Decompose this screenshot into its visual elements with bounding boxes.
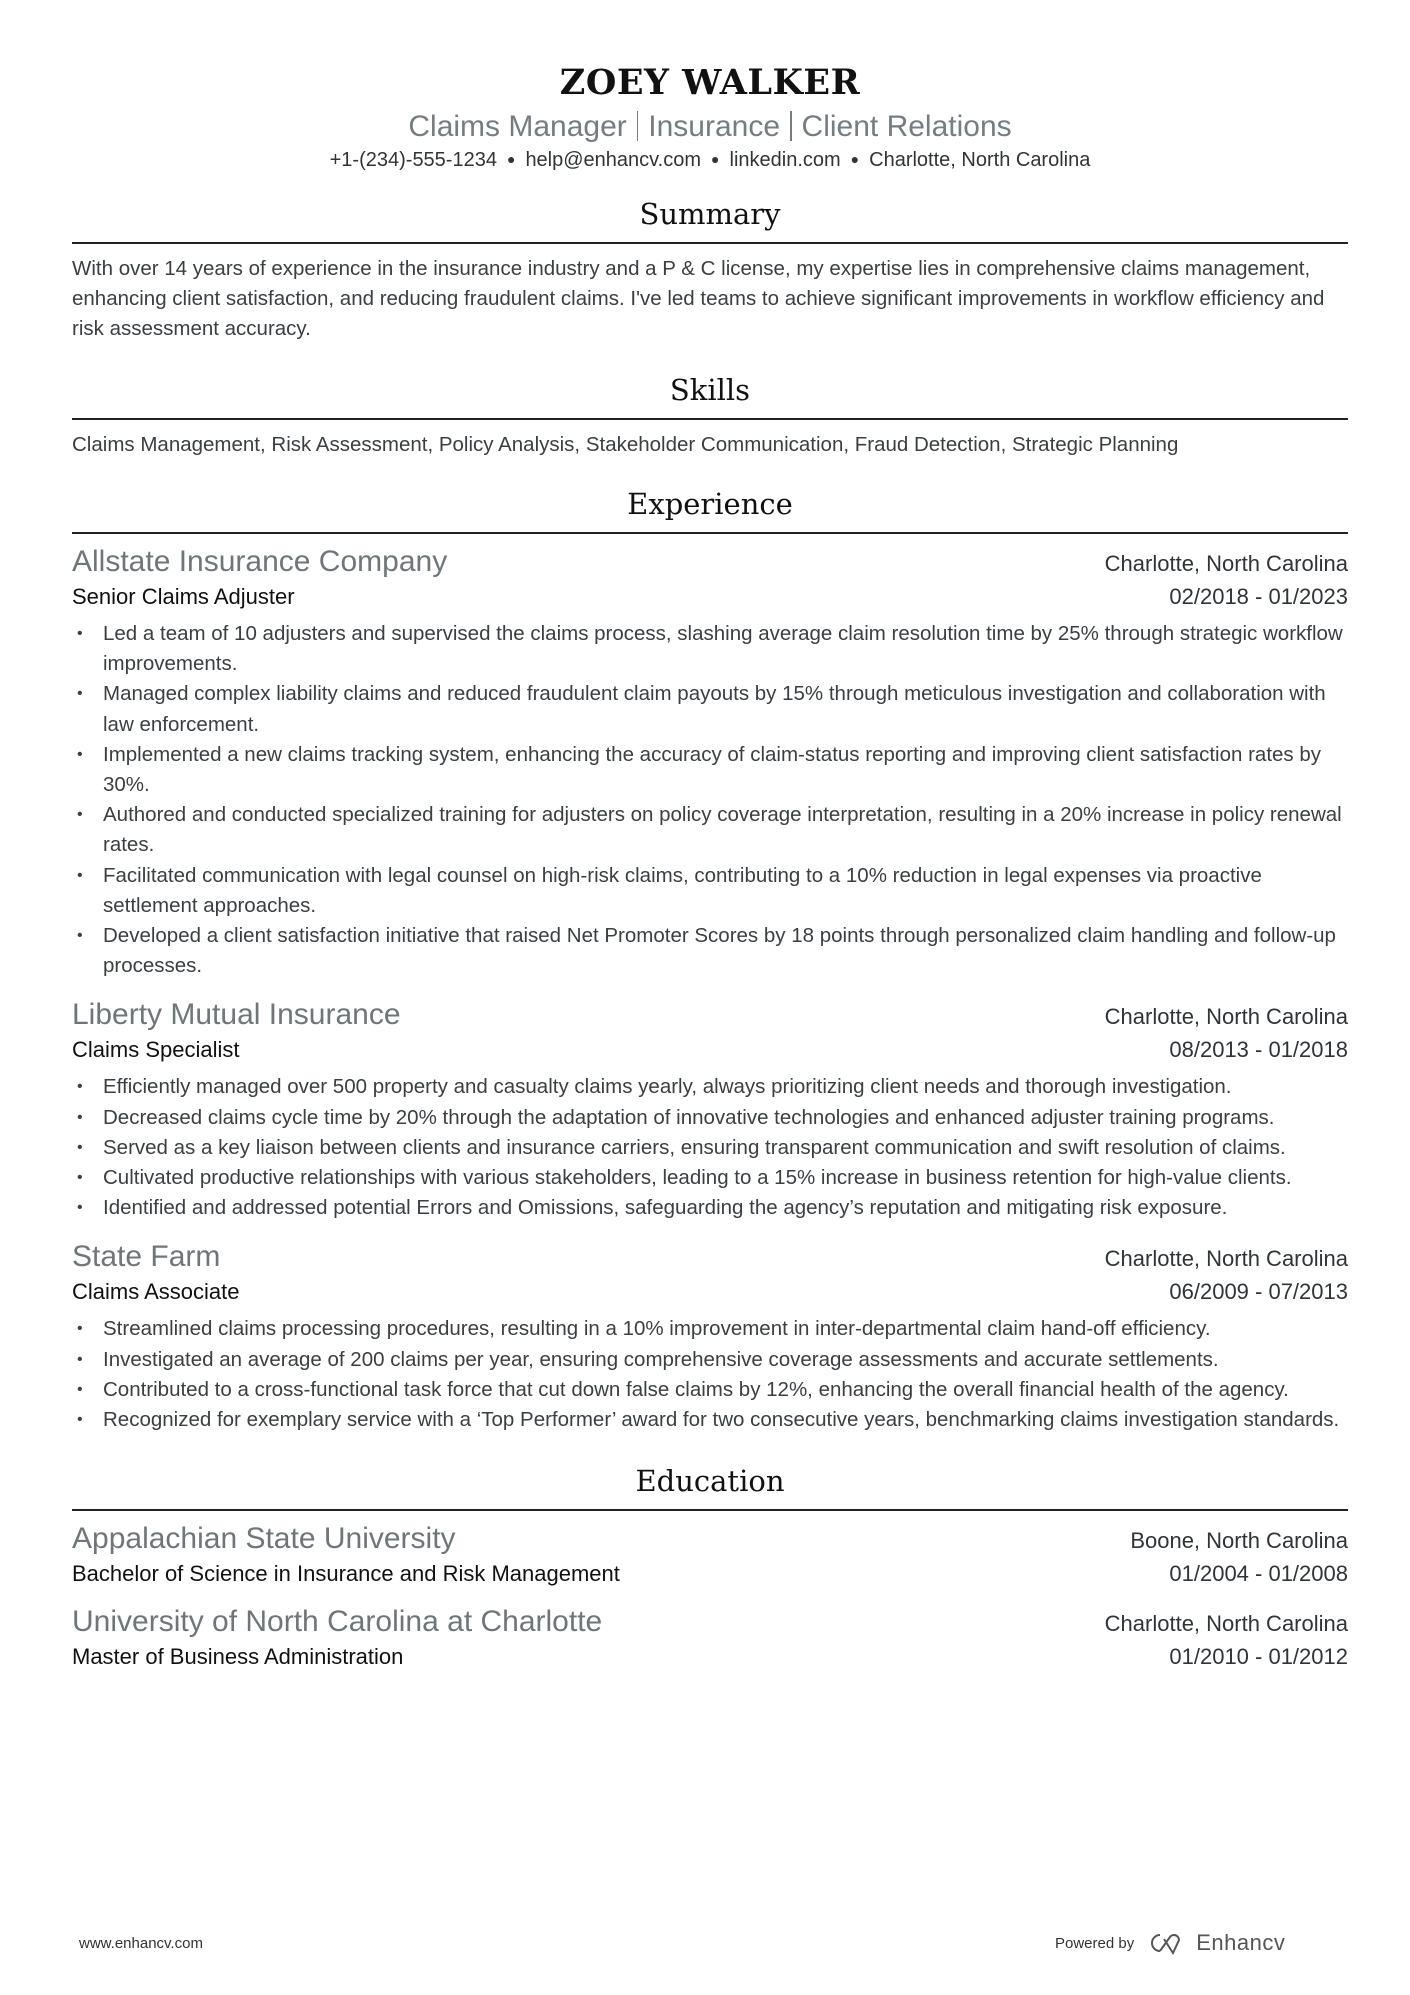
- bullet-item: • Led a team of 10 adjusters and supervised the claims process, slashing average claim resolution time by 25% through strategic workflow improvements.: [72, 619, 1348, 679]
- resume-page: [72, 61, 1348, 1672]
- job-location: Charlotte, North Carolina: [1104, 551, 1348, 576]
- school-location: Charlotte, North Carolina: [1104, 1611, 1348, 1637]
- separator-dot: ●: [850, 151, 860, 167]
- job-role: Senior Claims Adjuster: [72, 584, 295, 609]
- experience-entry: [72, 1239, 1348, 1435]
- job-location: Charlotte, North Carolina: [1104, 1246, 1348, 1272]
- footer-branding: [1055, 1930, 1285, 1956]
- school-name: Appalachian State University: [72, 1522, 456, 1556]
- job-dates: 08/2013 - 01/2018: [1169, 1037, 1348, 1063]
- job-bullets: [72, 1072, 1348, 1223]
- separator-dot: ●: [711, 151, 720, 167]
- skills-text: Claims Management, Risk Assessment, Policy Analysis, Stakeholder Communication, Fraud Detection, Strategic Planning: [72, 433, 1179, 456]
- job-bullets: [72, 619, 1348, 981]
- education-list: [72, 1521, 1348, 1672]
- job-role: Claims Specialist: [72, 1037, 240, 1063]
- school-name: University of North Carolina at Charlotte: [72, 1605, 603, 1639]
- job-bullets: [72, 1314, 1348, 1435]
- education-dates: 01/2004 - 01/2008: [1169, 1561, 1348, 1587]
- title-divider: [790, 111, 792, 141]
- bullet-item: • Contributed to a cross-functional task force that cut down false claims by 12%, enhancing the overall financial health of the agency.: [72, 1375, 1348, 1405]
- title-part: Client Relations: [801, 110, 1012, 143]
- section-divider: [72, 418, 1348, 420]
- title-divider: [637, 111, 639, 141]
- bullet-item: • Served as a key liaison between clients and insurance carriers, ensuring transparent communication and swift resolution of claims.: [72, 1133, 1348, 1163]
- enhancv-logo-icon: [1146, 1931, 1184, 1955]
- bullet-item: • Authored and conducted specialized training for adjusters on policy coverage interpretation, resulting in a 20% increase in policy renewal rates.: [72, 800, 1348, 860]
- phone: +1-(234)-555-1234: [329, 149, 497, 171]
- experience-heading: Experience: [627, 487, 793, 521]
- bullet-item: • Implemented a new claims tracking system, enhancing the accuracy of claim-status reporting and improving client satisfaction rates by 30%.: [72, 740, 1348, 800]
- section-divider: [72, 532, 1348, 534]
- bullet-item: • Facilitated communication with legal counsel on high-risk claims, contributing to a 10% reduction in legal expenses via proactive settlement approaches.: [72, 861, 1348, 921]
- bullet-item: • Managed complex liability claims and reduced fraudulent claim payouts by 15% through meticulous investigation and collaboration with law enforcement.: [72, 679, 1348, 739]
- job-location: Charlotte, North Carolina: [1104, 1004, 1348, 1030]
- bullet-item: • Investigated an average of 200 claims per year, ensuring comprehensive coverage assessments and accurate settlements.: [72, 1345, 1348, 1375]
- job-role: Claims Associate: [72, 1279, 240, 1305]
- candidate-title: [72, 109, 1348, 145]
- experience-list: [72, 544, 1348, 1435]
- job-dates: 02/2018 - 01/2023: [1169, 584, 1348, 609]
- section-divider: [72, 242, 1348, 244]
- school-location: Boone, North Carolina: [1130, 1528, 1348, 1554]
- footer-website[interactable]: www.enhancv.com: [79, 1935, 203, 1952]
- linkedin-link[interactable]: linkedin.com: [729, 149, 841, 171]
- degree: Master of Business Administration: [72, 1644, 404, 1670]
- location: Charlotte, North Carolina: [869, 149, 1091, 171]
- education-dates: 01/2010 - 01/2012: [1169, 1644, 1348, 1670]
- summary-text: With over 14 years of experience in the insurance industry and a P & C license, my expertise lies in comprehensive claims management, enhancing client satisfaction, and reducing fraudulent claims. I've led teams to achieve significant improvements in workflow efficiency and risk assessment accuracy.: [72, 257, 1325, 340]
- education-entry: [72, 1604, 1348, 1672]
- separator-dot: ●: [506, 151, 516, 167]
- title-part: Insurance: [648, 110, 781, 143]
- education-heading: Education: [635, 1464, 785, 1499]
- job-dates: 06/2009 - 07/2013: [1169, 1279, 1348, 1305]
- company-name: Allstate Insurance Company: [72, 545, 448, 578]
- bullet-item: • Identified and addressed potential Errors and Omissions, safeguarding the agency’s reputation and mitigating risk exposure.: [72, 1193, 1348, 1223]
- bullet-item: • Streamlined claims processing procedures, resulting in a 10% improvement in inter-departmental claim hand-off efficiency.: [72, 1314, 1348, 1344]
- company-name: Liberty Mutual Insurance: [72, 998, 401, 1032]
- summary-heading: Summary: [639, 197, 781, 231]
- skills-heading: Skills: [669, 373, 751, 407]
- candidate-name: ZOEY WALKER: [559, 62, 861, 103]
- contact-info: [72, 146, 1348, 173]
- bullet-item: • Efficiently managed over 500 property and casualty claims yearly, always prioritizing client needs and thorough investigation.: [72, 1072, 1348, 1102]
- email-link[interactable]: help@enhancv.com: [525, 149, 702, 171]
- bullet-item: • Cultivated productive relationships with various stakeholders, leading to a 15% increase in business retention for high-value clients.: [72, 1163, 1348, 1193]
- bullet-item: • Developed a client satisfaction initiative that raised Net Promoter Scores by 18 points through personalized claim handling and follow-up processes.: [72, 921, 1348, 981]
- education-entry: [72, 1521, 1348, 1589]
- company-name: State Farm: [72, 1240, 221, 1274]
- experience-entry: [72, 544, 1348, 981]
- enhancv-brand: Enhancv: [1196, 1930, 1286, 1955]
- section-divider: [72, 1509, 1348, 1511]
- bullet-item: • Decreased claims cycle time by 20% through the adaptation of innovative technologies and enhanced adjuster training programs.: [72, 1103, 1348, 1133]
- bullet-item: • Recognized for exemplary service with a ‘Top Performer’ award for two consecutive years, benchmarking claims investigation standards.: [72, 1405, 1348, 1435]
- title-part: Claims Manager: [408, 110, 627, 143]
- experience-entry: [72, 997, 1348, 1223]
- degree: Bachelor of Science in Insurance and Risk Management: [72, 1561, 620, 1587]
- powered-by-label: Powered by: [1055, 1934, 1135, 1952]
